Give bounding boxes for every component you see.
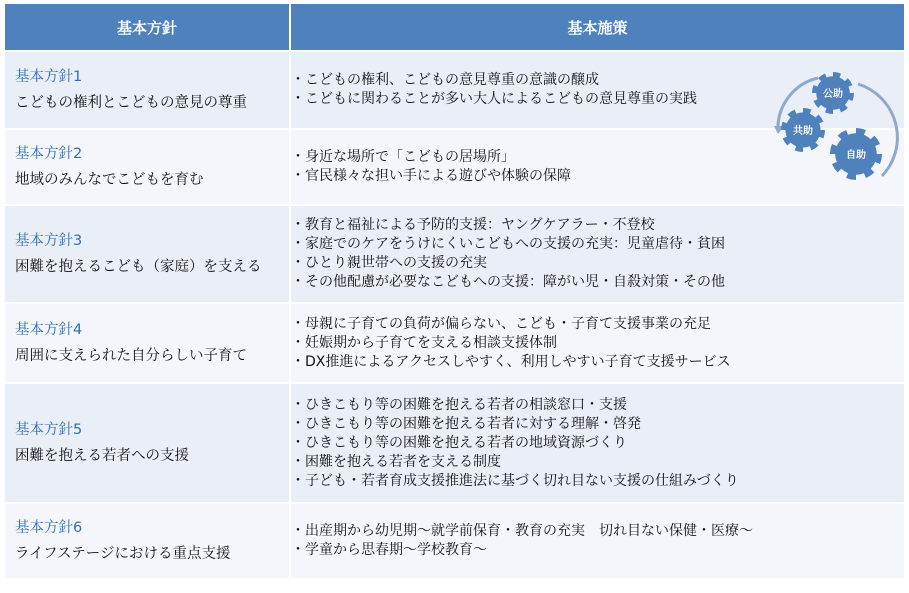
policy-number: 基本方針3 (15, 233, 83, 249)
policy-cell (5, 302, 291, 382)
support-gears-diagram (770, 66, 900, 186)
measure-item: ・家庭でのケアをうけにくいこどもへの支援の充実：児童虐待・貧困 (291, 236, 725, 252)
policy-cell (5, 128, 291, 204)
measures-cell (291, 382, 904, 502)
policy-title: 周囲に支えられた自分らしい子育て (15, 348, 247, 364)
measure-item: ・妊娠期から子育てを支える相談支援体制 (291, 334, 557, 351)
gear-jijo (830, 128, 882, 180)
measure-item: ・ひきこもり等の困難を抱える若者の相談窓口・支援 (291, 396, 627, 413)
measure-item: ・ひきこもり等の困難を抱える若者に対する理解・啓発 (291, 415, 641, 432)
gear-kojo (812, 72, 854, 114)
measure-item: ・ひきこもり等の困難を抱える若者の地域資源づくり (291, 434, 627, 451)
table-row (5, 302, 904, 382)
measure-item: ・出産期から幼児期～就学前保育・教育の充実 切れ目ない保健・医療～ (291, 523, 753, 539)
policy-title: こどもの権利とこどもの意見の尊重 (15, 95, 247, 111)
measure-item: ・官民様々な担い手による遊びや体験の保障 (291, 168, 571, 184)
policy-cell (5, 502, 291, 578)
measure-item: ・困難を抱える若者を支える制度 (291, 453, 501, 470)
policy-number: 基本方針2 (15, 146, 83, 162)
measure-item: ・DX推進によるアクセスしやすく、利用しやすい子育て支援サービス (291, 353, 731, 370)
policy-number: 基本方針4 (15, 322, 83, 338)
measure-item: ・その他配慮が必要なこどもへの支援：障がい児・自殺対策・その他 (291, 274, 725, 290)
table-header (5, 4, 904, 50)
measure-item: ・こどもの権利、こどもの意見尊重の意識の醸成 (291, 72, 599, 88)
measure-item: ・教育と福祉による予防的支援：ヤングケアラー・不登校 (291, 217, 655, 233)
measure-item: ・ひとり親世帯への支援の充実 (291, 255, 487, 271)
table-row (5, 382, 904, 502)
policy-number: 基本方針1 (15, 69, 83, 85)
header-basic-policy: 基本方針 (5, 4, 291, 50)
table-row (5, 204, 904, 302)
measure-item: ・子ども・若者育成支援推進法に基づく切れ目ない支援の仕組みづくり (291, 472, 739, 489)
policy-title: 困難を抱えるこども（家庭）を支える (15, 259, 262, 275)
policy-cell (5, 382, 291, 502)
table-row (5, 502, 904, 578)
header-basic-measures: 基本施策 (291, 4, 904, 50)
gear-label-jijo: 自助 (846, 150, 866, 161)
measures-cell (291, 204, 904, 302)
measure-item: ・こどもに関わることが多い大人によるこどもの意見尊重の実践 (291, 91, 697, 107)
measures-cell (291, 502, 904, 578)
policy-cell (5, 50, 291, 128)
policy-title: ライフステージにおける重点支援 (15, 546, 231, 562)
measure-item: ・学童から思春期～学校教育～ (291, 542, 487, 558)
measure-item: ・母親に子育ての負荷が偏らない、こども・子育て支援事業の充足 (291, 315, 711, 332)
policy-cell (5, 204, 291, 302)
gear-kyojo (781, 108, 825, 152)
gear-label-kyojo: 共助 (793, 126, 813, 137)
gear-label-kojo: 公助 (823, 89, 843, 100)
policy-number: 基本方針6 (15, 520, 83, 536)
policy-title: 困難を抱える若者への支援 (15, 448, 189, 464)
policy-title: 地域のみんなでこどもを育む (15, 172, 204, 188)
measure-item: ・身近な場所で「こどもの居場所」 (291, 149, 515, 165)
policy-number: 基本方針5 (15, 422, 83, 438)
measures-cell (291, 302, 904, 382)
